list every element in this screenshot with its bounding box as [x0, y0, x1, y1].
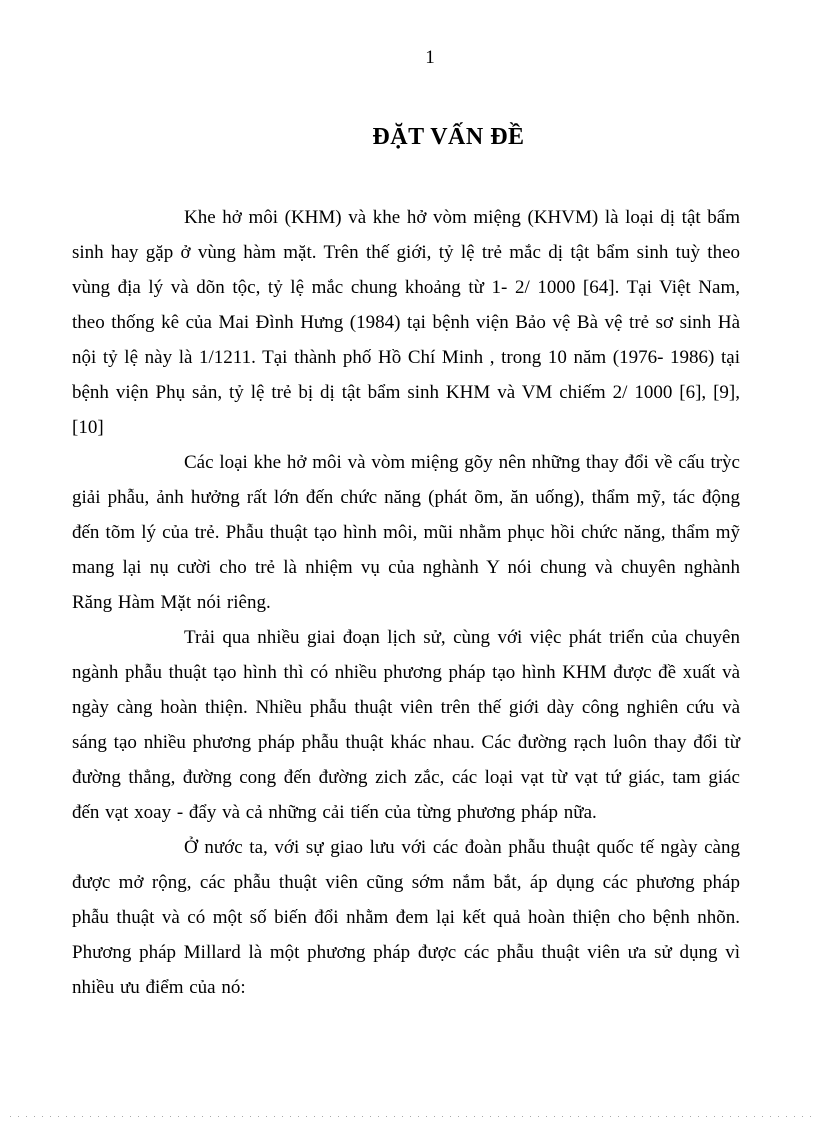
- paragraph-1: Khe hở môi (KHM) và khe hở vòm miệng (KHVM) là loại dị tật bẩm sinh hay gặp ở vùng hàm mặt. Trên thế giới, tỷ lệ trẻ mắc dị tật bẩm sinh tuỳ theo vùng địa lý và dõn tộc, tỷ lệ mắc chung khoảng từ 1- 2/ 1000 [64]. Tại Việt Nam, theo thống kê của Mai Đình Hưng (1984) tại bệnh viện Bảo vệ Bà vệ trẻ sơ sinh Hà nội tỷ lệ này là 1/1211. Tại thành phố Hồ Chí Minh , trong 10 năm (1976- 1986) tại bệnh viện Phụ sản, tỷ lệ trẻ bị dị tật bẩm sinh KHM và VM chiếm 2/ 1000 [6], [9], [10]: [72, 207, 740, 438]
- paragraph-4: Ở nước ta, với sự giao lưu với các đoàn phẫu thuật quốc tế ngày càng được mở rộng, các phẫu thuật viên cũng sớm nắm bắt, áp dụng các phương pháp phẫu thuật và có một số biến đổi nhằm đem lại kết quả hoàn thiện cho bệnh nhõn. Phương pháp Millard là một phương pháp được các phẫu thuật viên ưa sử dụng vì nhiều ưu điểm của nó:: [72, 837, 740, 998]
- paragraph-2: Các loại khe hở môi và vòm miệng gõy nên những thay đổi về cấu trỳc giải phẫu, ảnh hưởng rất lớn đến chức năng (phát õm, ăn uống), thẩm mỹ, tác động đến tõm lý của trẻ. Phẫu thuật tạo hình môi, mũi nhằm phục hồi chức năng, thẩm mỹ mang lại nụ cười cho trẻ là nhiệm vụ của nghành Y nói chung và chuyên nghành Răng Hàm Mặt nói riêng.: [72, 452, 740, 613]
- page-break-divider: [10, 1116, 816, 1117]
- document-title: ĐẶT VẤN ĐỀ: [372, 124, 525, 150]
- paragraph-3: Trải qua nhiều giai đoạn lịch sử, cùng với việc phát triển của chuyên ngành phẫu thuật tạo hình thì có nhiều phương pháp tạo hình KHM được đề xuất và ngày càng hoàn thiện. Nhiều phẫu thuật viên trên thế giới dày công nghiên cứu và sáng tạo nhiều phương pháp phẫu thuật khác nhau. Các đường rạch luôn thay đổi từ đường thẳng, đường cong đến đường zich zắc, các loại vạt từ vạt tứ giác, tam giác đến vạt xoay - đẩy và cả những cải tiến của từng phương pháp nữa.: [72, 627, 740, 823]
- page-number: 1: [425, 47, 435, 68]
- document-body: [72, 200, 740, 1005]
